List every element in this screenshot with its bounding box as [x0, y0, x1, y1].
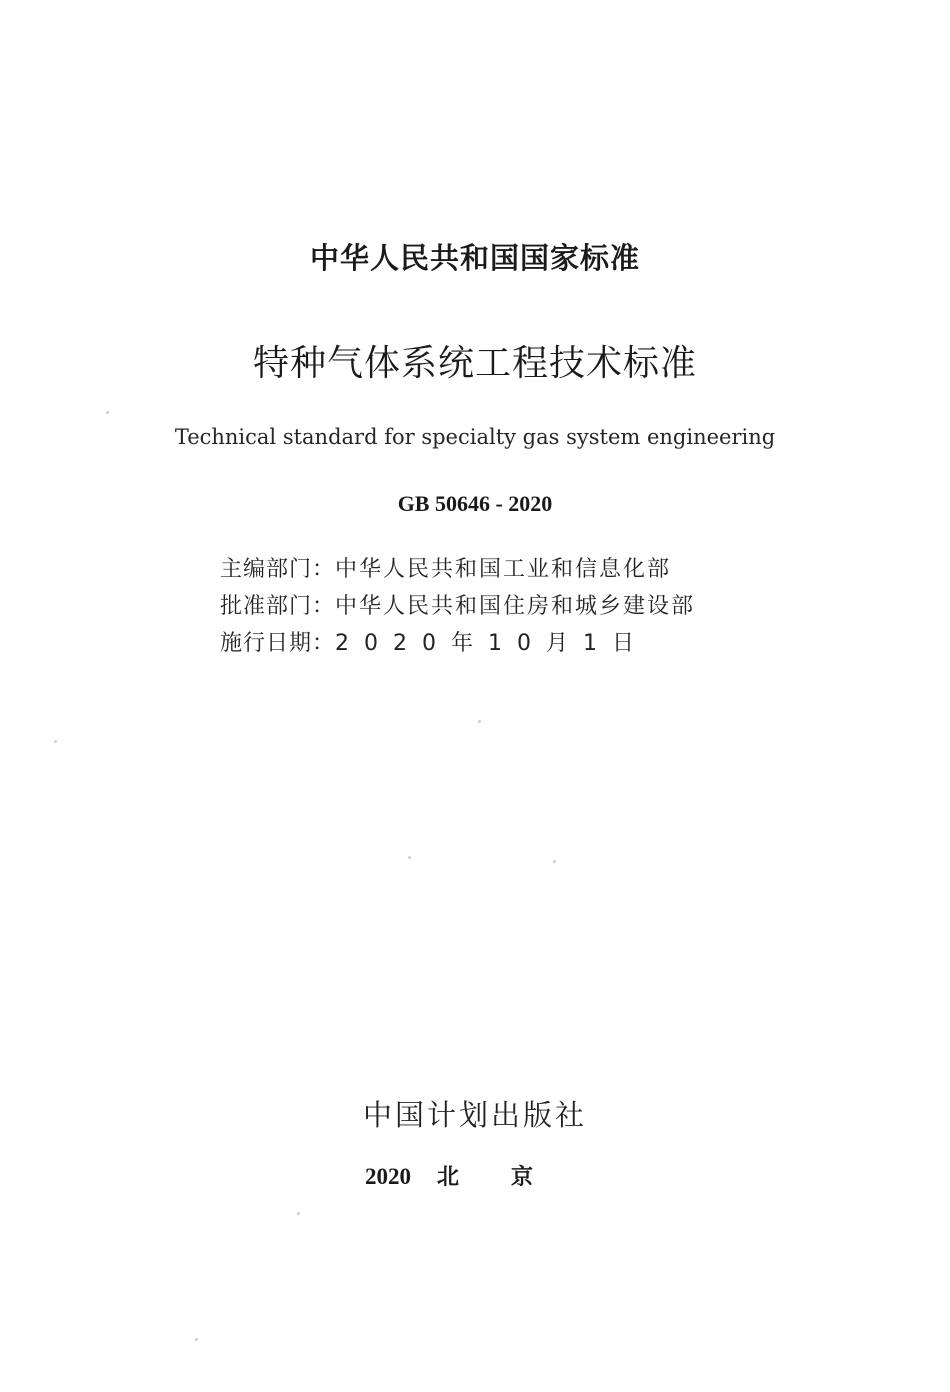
effective-date-value: 2020年10月1日 [335, 631, 649, 656]
effective-date-row [220, 629, 740, 659]
chief-editor-label: 主编部门： [220, 557, 336, 582]
scan-speck [54, 740, 57, 743]
publisher-name: 中国计划出版社 [362, 1098, 587, 1132]
publication-year: 2020 [364, 1164, 411, 1189]
chief-editor-value: 中华人民共和国工业和信息化部 [335, 557, 672, 582]
national-standard-heading: 中华人民共和国国家标准 [309, 241, 640, 275]
standard-code: GB 50646 - 2020 [397, 491, 553, 516]
scan-speck [478, 720, 481, 723]
scan-speck [106, 411, 109, 414]
scan-speck [408, 856, 411, 859]
document-title-chinese: 特种气体系统工程技术标准 [252, 343, 697, 384]
scan-speck [195, 1338, 198, 1341]
chief-editor-row [220, 555, 740, 585]
scan-speck [297, 1212, 300, 1215]
document-title-english: Technical standard for specialty gas system engineering [174, 425, 776, 449]
approval-row [220, 592, 740, 622]
effective-date-label: 施行日期： [220, 631, 336, 656]
approval-label: 批准部门： [220, 594, 336, 619]
scan-speck [553, 860, 556, 863]
publication-info [0, 1161, 950, 1194]
approval-value: 中华人民共和国住房和城乡建设部 [335, 594, 696, 619]
publication-city: 北京 [436, 1165, 585, 1190]
